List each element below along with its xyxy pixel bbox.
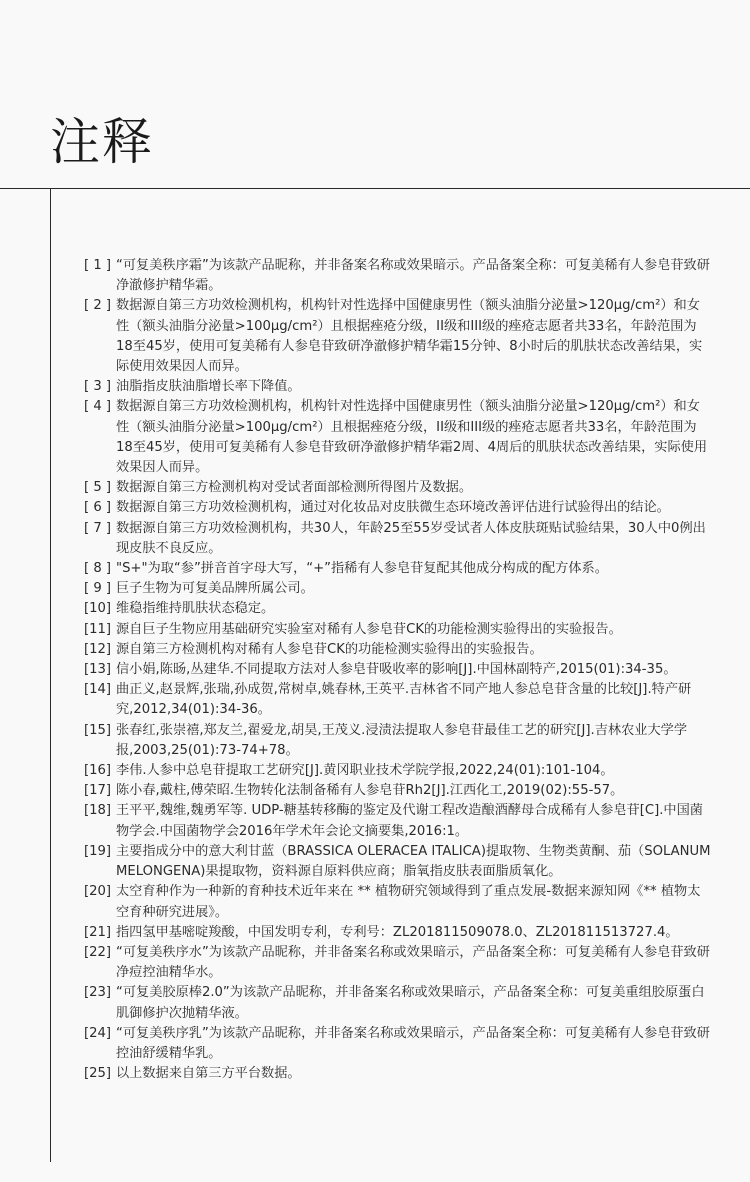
note-number: [16]: [84, 763, 112, 779]
note-item: [84, 721, 712, 761]
note-text: 维稳指维持肌肤状态稳定。: [116, 601, 275, 617]
note-number: [14]: [84, 682, 112, 698]
note-item: [84, 882, 712, 922]
note-item: [84, 478, 712, 498]
note-item: [84, 377, 712, 397]
note-number: [25]: [84, 1066, 112, 1082]
note-text: 油脂指皮肤油脂增长率下降值。: [116, 379, 301, 395]
note-item: [84, 579, 712, 599]
note-item: [84, 256, 712, 296]
note-text: “可复美秩序乳”为该款产品昵称，并非备案名称或效果暗示，产品备案全称：可复美稀有人参皂苷致研控油舒缓精华乳。: [116, 1025, 710, 1061]
note-text: “可复美秩序水”为该款产品昵称，并非备案名称或效果暗示，产品备案全称：可复美稀有人参皂苷致研净痘控油精华水。: [116, 944, 710, 981]
note-item: [84, 801, 712, 841]
note-number: [23]: [84, 985, 112, 1001]
note-number: [13]: [84, 662, 112, 678]
note-item: [84, 1064, 712, 1084]
note-text: 源自巨子生物应用基础研究实验室对稀有人参皂苷CK的功能检测实验得出的实验报告。: [116, 621, 622, 637]
page-title: 注释: [50, 113, 154, 171]
note-text: 巨子生物为可复美品牌所属公司。: [116, 581, 314, 597]
note-text: 李伟.人参中总皂苷提取工艺研究[J].黄冈职业技术学院学报,2022,24(01):101-104。: [116, 763, 614, 779]
note-text: 数据源自第三方功效检测机构，机构针对性选择中国健康男性（额头油脂分泌量>120μg/cm²）和女性（额头油脂分泌量>100μg/cm²）且根据痤疮分级，II级和III级的痤疮志愿者共33名，年龄范围为18至45岁，使用可复美稀有人参皂苷致研净澈修护精华霜15分钟、8小时后的肌肤状态改善结果，实际使用效果因人而异。: [116, 298, 703, 375]
note-item: [84, 761, 712, 781]
note-item: [84, 781, 712, 801]
note-item: [84, 1024, 712, 1064]
notes-list: [84, 256, 712, 1084]
note-number: [ 4 ]: [84, 399, 112, 415]
note-number: [12]: [84, 641, 112, 657]
note-number: [18]: [84, 803, 112, 819]
note-number: [17]: [84, 783, 112, 799]
note-item: [84, 943, 712, 983]
note-item: [84, 296, 712, 377]
vertical-divider: [50, 188, 51, 1162]
note-number: [ 6 ]: [84, 500, 112, 516]
note-number: [ 7 ]: [84, 520, 112, 536]
note-text: 源自第三方检测机构对稀有人参皂苷CK的功能检测实验得出的实验报告。: [116, 641, 543, 657]
note-text: "S+"为取“参”拼音首字母大写，“+”指稀有人参皂苷复配其他成分构成的配方体系。: [116, 561, 608, 577]
note-item: [84, 498, 712, 518]
note-number: [10]: [84, 601, 112, 617]
note-item: [84, 680, 712, 720]
note-item: [84, 620, 712, 640]
note-number: [15]: [84, 722, 112, 738]
note-item: [84, 983, 712, 1023]
note-text: 曲正义,赵景辉,张瑞,孙成贺,常树卓,姚春林,王英平.吉林省不同产地人参总皂苷含量的比较[J].特产研究,2012,34(01):34-36。: [116, 682, 692, 718]
note-text: 王平平,魏维,魏勇军等. UDP-糖基转移酶的鉴定及代谢工程改造酿酒酵母合成稀有人参皂苷[C].中国菌物学会.中国菌物学会2016年学术年会论文摘要集,2016:1。: [116, 803, 703, 839]
note-item: [84, 923, 712, 943]
note-number: [19]: [84, 843, 112, 859]
note-item: [84, 660, 712, 680]
note-text: 指四氢甲基嘧啶羧酸，中国发明专利，专利号：ZL201811509078.0、ZL201811513727.4。: [116, 924, 679, 940]
note-number: [ 1 ]: [84, 258, 112, 273]
note-text: 数据源自第三方功效检测机构，通过对化妆品对皮肤微生态环境改善评估进行试验得出的结论。: [116, 500, 670, 516]
note-number: [21]: [84, 924, 112, 940]
note-text: 太空育种作为一种新的育种技术近年来在 ** 植物研究领域得到了重点发展-数据来源知网《** 植物太空育种研究进展》。: [116, 884, 701, 920]
note-text: 数据源自第三方功效检测机构，共30人，年龄25至55岁受试者人体皮肤斑贴试验结果，30人中0例出现皮肤不良反应。: [116, 520, 706, 556]
note-text: 陈小春,戴柱,傅荣昭.生物转化法制备稀有人参皂苷Rh2[J].江西化工,2019(02):55-57。: [116, 783, 624, 799]
note-number: [11]: [84, 621, 112, 637]
note-number: [ 2 ]: [84, 298, 112, 314]
note-item: [84, 397, 712, 478]
note-text: “可复美秩序霜”为该款产品昵称，并非备案名称或效果暗示。产品备案全称：可复美稀有人参皂苷致研净澈修护精华霜。: [116, 258, 710, 294]
note-item: [84, 519, 712, 559]
note-text: 张春红,张崇禧,郑友兰,翟爱龙,胡昊,王茂义.浸渍法提取人参皂苷最佳工艺的研究[J].吉林农业大学学报,2003,25(01):73-74+78。: [116, 722, 688, 758]
note-number: [ 8 ]: [84, 561, 112, 577]
note-text: 数据源自第三方检测机构对受试者面部检测所得图片及数据。: [116, 480, 473, 496]
note-number: [22]: [84, 944, 112, 960]
note-number: [24]: [84, 1025, 112, 1041]
horizontal-divider: [0, 188, 750, 189]
note-text: 主要指成分中的意大利甘蓝（BRASSICA OLERACEA ITALICA)提取物、生物类黄酮、茄（SOLANUM MELONGENA)果提取物，资料源自原料供应商；脂氧指皮肤表面脂质氧化。: [116, 843, 711, 880]
note-text: “可复美胶原棒2.0”为该款产品昵称，并非备案名称或效果暗示，产品备案全称：可复美重组胶原蛋白肌御修护次抛精华液。: [116, 985, 705, 1021]
note-text: 信小娟,陈旸,丛建华.不同提取方法对人参皂苷吸收率的影响[J].中国林副特产,2015(01):34-35。: [116, 662, 677, 678]
note-number: [ 5 ]: [84, 480, 112, 496]
note-number: [ 9 ]: [84, 581, 112, 597]
note-text: 以上数据来自第三方平台数据。: [116, 1066, 301, 1082]
note-number: [20]: [84, 884, 112, 900]
note-text: 数据源自第三方功效检测机构，机构针对性选择中国健康男性（额头油脂分泌量>120μg/cm²）和女性（额头油脂分泌量>100μg/cm²）且根据痤疮分级，II级和III级的痤疮志愿者共33名，年龄范围为18至45岁，使用可复美稀有人参皂苷致研净澈修护精华霜2周、4周后的肌肤状态改善结果，实际使用效果因人而异。: [116, 399, 708, 476]
note-item: [84, 842, 712, 882]
note-item: [84, 559, 712, 579]
note-item: [84, 640, 712, 660]
note-number: [ 3 ]: [84, 379, 112, 395]
note-item: [84, 599, 712, 619]
